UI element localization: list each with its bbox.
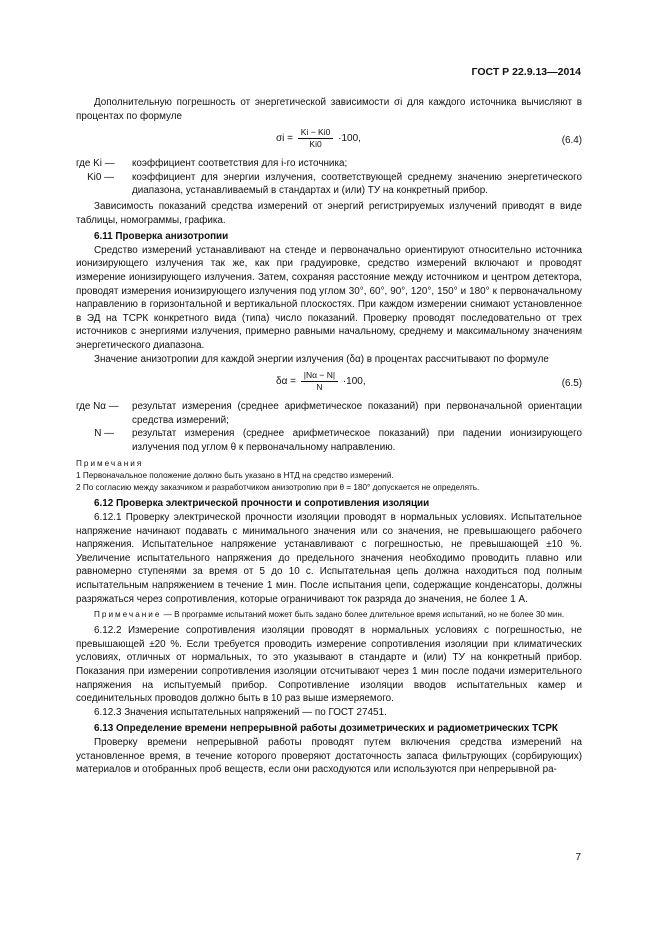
definition-item (76, 171, 582, 198)
note-item: 2 По согласию между заказчиком и разработчиком анизотропию при θ = 180° допускается не определять. (76, 483, 480, 493)
formula-numerator: |Nα − N| (301, 370, 338, 382)
section-6-13-paragraph: Проверку времени непрерывной работы проводят путем включения средства измерений на установленное время, в течение которого проверяют достаточность запаса фильтрующих (сорбирующих) материалов и отобранных проб веществ, если они расходуются или используются при непрерывной ра- (76, 736, 582, 776)
def-text: результат измерения (среднее арифметическое показаний) при падении ионизирующего излучения под углом θ к первоначальному направлению. (132, 428, 582, 453)
def-prefix: где (76, 158, 91, 170)
section-6-12-title: 6.12 Проверка электрической прочности и сопротивления изоляции (94, 498, 430, 510)
definitions-6-5 (76, 400, 582, 454)
page-content (76, 96, 582, 777)
notes-block (76, 458, 582, 494)
def-symbol: N — (94, 428, 114, 440)
section-6-12-3: 6.12.3 Значения испытательных напряжений — по ГОСТ 27451. (94, 706, 387, 718)
dependency-paragraph: Зависимость показаний средства измерений от энергий регистрируемых излучений приводят в виде таблицы, номограммы, графика. (76, 200, 582, 226)
intro-paragraph: Дополнительную погрешность от энергетической зависимости σi для каждого источника вычисляют в процентах по формуле (76, 97, 582, 122)
section-6-12-note (76, 609, 582, 621)
definition-item (76, 157, 582, 171)
section-6-11-paragraph-1: Средство измерений устанавливают на стенде и первоначально ориентируют относительно источника ионизирующего излучения так же, как при градуировке, средство измерений включают и проводят измерение ионизирующего излучения. Затем, сохраняя расстояние между источником и центром детектора, проводят измерения ионизирующего излучения под углом 30°, 60°, 90°, 120°, 150° и 180° к первоначальному направлению в горизонтальной и вертикальной плоскостях. При каждом измерении снимают установленное в ЭД на ТСРК конкретного вида (типа) число показаний. Проверку проводят последовательно от трех источников с энергиями излучения, примерно равными начальному, среднему и максимальному значениям энергетического диапазона. (76, 244, 582, 351)
def-text: коэффициент для энергии излучения, соответствующей среднему значению энергетического диапазона, устанавливаемый в стандартах и (или) ТУ на конкретный прибор. (132, 171, 582, 197)
document-header: ГОСТ Р 22.9.13—2014 (471, 66, 581, 78)
section-6-11-paragraph-2: Значение анизотропии для каждой энергии излучения (δα) в процентах рассчитывают по формуле (94, 353, 549, 365)
def-text: коэффициент соответствия для i-го источника; (132, 158, 348, 170)
formula-tail: ·100, (342, 376, 366, 388)
section-6-11-title: 6.11 Проверка анизотропии (94, 231, 229, 243)
formula-6-5 (76, 368, 582, 398)
formula-number: (6.4) (561, 135, 582, 147)
notes-title: Примечания (76, 459, 144, 469)
formula-numerator: Ki − Ki0 (298, 127, 334, 139)
formula-lhs: δα = (276, 376, 296, 388)
section-6-12-1: 6.12.1 Проверку электрической прочности изоляции проводят в нормальных условиях. Испытательное напряжение начинают подавать с минимального значения или со значения, не превышающего рабочего напряжения. Испытательное напряжение устанавливают с погрешностью, не превышающей ±10 %. Увеличение испытательного напряжения до предельного значения необходимо проводить плавно или равномерно ступенями за время от 5 до 10 с. Испытательная цепь должна находиться под полным испытательным напряжением в течение 1 мин. После испытания цепи, содержащие конденсаторы, должны разряжаться через сопротивления, которые ограничивают ток разряда до значения, не более 1 А. (76, 512, 582, 605)
definition-item (76, 400, 582, 427)
formula-denominator: N (316, 382, 323, 393)
page-number: 7 (575, 852, 581, 863)
def-symbol: Ki — (93, 158, 115, 170)
def-symbol: Nα — (93, 401, 119, 413)
def-symbol: Ki0 — (87, 171, 114, 183)
definition-item (76, 427, 582, 454)
section-6-12-2: 6.12.2 Измерение сопротивления изоляции проводят в нормальных условиях с погрешностью, не превышающей ±20 %. Если требуется проводить измерение сопротивления изоляции при климатических условиях, отличных от нормальных, то это указывают в стандарте и (или) ТУ на конкретный прибор. Показания при измерении сопротивления изоляции отсчитывают через 1 мин после подачи измерительного напряжения на испытуемый прибор. Сопротивление изоляции вводов испытательных камер и соединительных проводов должно быть в 10 раз выше измеряемого. (76, 625, 582, 705)
formula-tail: ·100, (338, 133, 361, 145)
section-6-13-title: 6.13 Определение времени непрерывной работы дозиметрических и радиометрических ТСРК (94, 723, 558, 735)
formula-denominator: Ki0 (309, 139, 322, 150)
formula-6-4 (76, 125, 582, 155)
note-text: — В программе испытаний может быть задано более длительное время испытаний, но не более 30 мин. (161, 610, 565, 620)
note-label: Примечание (94, 610, 162, 620)
definitions-6-4 (76, 157, 582, 198)
note-item: 1 Первоначальное положение должно быть указано в НТД на средство измерений. (76, 471, 394, 481)
formula-number: (6.5) (561, 378, 582, 390)
formula-lhs: σi = (276, 133, 294, 145)
def-prefix: где (76, 401, 91, 413)
def-text: результат измерения (среднее арифметическое показаний) при первоначальной ориентации средства измерений; (132, 401, 582, 426)
